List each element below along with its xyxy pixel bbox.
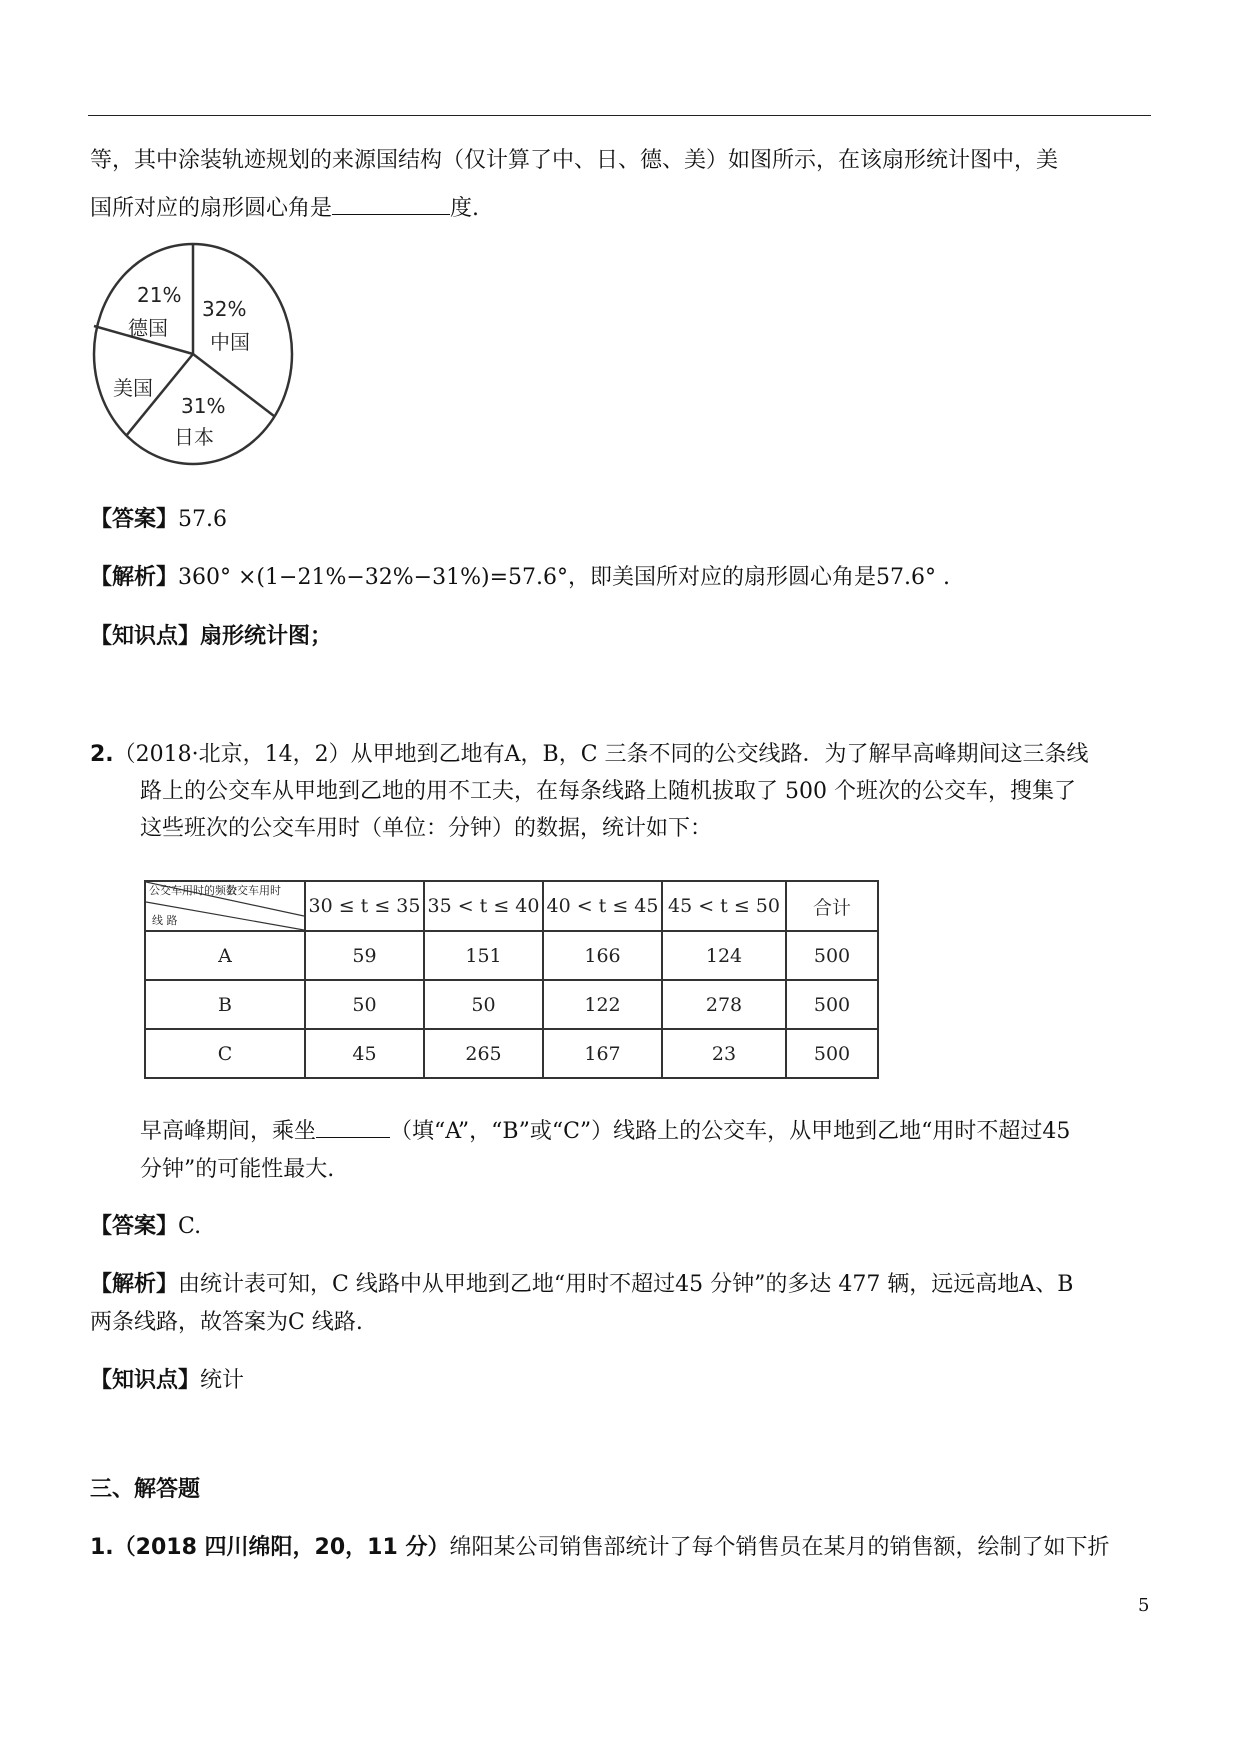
section3-q1-source: （2018 四川绵阳，20，11 分） <box>113 1535 450 1560</box>
corner-label-bottom: 线 路 <box>152 914 178 927</box>
q1-analysis <box>90 563 950 593</box>
table-cell: 23 <box>662 1029 786 1078</box>
q2-knowledge-label: 【知识点】 <box>90 1368 201 1393</box>
page-number: 5 <box>1138 1595 1150 1616</box>
table-corner-cell <box>145 881 305 931</box>
table-header-row <box>145 881 878 931</box>
q1-knowledge-text: 扇形统计图； <box>200 624 333 649</box>
q2-analysis-line2: 两条线路，故答案为C 线路. <box>90 1310 363 1335</box>
q1-knowledge <box>90 622 332 652</box>
q1-text-line2-b: 度. <box>450 196 480 221</box>
q2-prompt-b: （填“A”，“B”或“C”）线路上的公交车，从甲地到乙地“用时不超过45 <box>390 1119 1071 1144</box>
q1-analysis-label: 【解析】 <box>90 565 179 590</box>
table-header-cell: 合计 <box>786 881 878 931</box>
q2-knowledge-text: 统计 <box>200 1368 245 1393</box>
frequency-table <box>144 880 879 1079</box>
table-cell: 59 <box>305 931 424 980</box>
table-cell: 500 <box>786 980 878 1029</box>
q2-answer-blank <box>316 1115 390 1138</box>
q2-answer-value: C. <box>178 1214 202 1239</box>
table-cell: 122 <box>543 980 662 1029</box>
q2-line1 <box>90 740 1089 770</box>
q2-answer <box>90 1212 201 1242</box>
q1-answer <box>90 505 227 535</box>
table-cell: 278 <box>662 980 786 1029</box>
table-header-cell: 35 < t ≤ 40 <box>424 881 543 931</box>
pie-label-germany: 德国 <box>128 316 168 340</box>
q1-text-line2 <box>90 192 479 224</box>
q2-prompt-line2: 分钟”的可能性最大. <box>140 1157 335 1182</box>
section3-q1-text: 绵阳某公司销售部统计了每个销售员在某月的销售额，绘制了如下折 <box>449 1535 1110 1560</box>
table-cell: 500 <box>786 1029 878 1078</box>
q1-text-line2-a: 国所对应的扇形圆心角是 <box>90 196 333 221</box>
table-cell: 151 <box>424 931 543 980</box>
q1-answer-label: 【答案】 <box>90 507 179 532</box>
q2-line3: 这些班次的公交车用时（单位：分钟）的数据，统计如下： <box>140 816 713 841</box>
q2-prompt-a: 早高峰期间，乘坐 <box>140 1119 317 1144</box>
table-cell: 50 <box>305 980 424 1029</box>
table-row <box>145 931 878 980</box>
q2-number: 2. <box>90 742 114 767</box>
q2-line1-text: （2018·北京，14，2）从甲地到乙地有A，B，C 三条不同的公交线路．为了解早高峰期间这三条线 <box>113 742 1089 767</box>
section3-q1 <box>90 1533 1109 1563</box>
table-row <box>145 980 878 1029</box>
pie-label-japan: 日本 <box>174 425 214 449</box>
table-cell: 166 <box>543 931 662 980</box>
pie-label-china: 中国 <box>210 330 250 354</box>
table-cell: 45 <box>305 1029 424 1078</box>
q2-line2: 路上的公交车从甲地到乙地的用不工夫，在每条线路上随机拔取了 500 个班次的公交车，搜集了 <box>140 779 1076 804</box>
pie-label-japan-pct: 31% <box>181 394 226 418</box>
q2-analysis-text: 由统计表可知，C 线路中从甲地到乙地“用时不超过45 分钟”的多达 477 辆，远远高地A、B <box>178 1272 1074 1297</box>
pie-chart <box>88 240 298 470</box>
table-cell: 50 <box>424 980 543 1029</box>
q2-analysis-label: 【解析】 <box>90 1272 179 1297</box>
corner-label-mid: 公交车用时的频数 <box>149 884 237 897</box>
table-cell: 167 <box>543 1029 662 1078</box>
q2-knowledge <box>90 1366 244 1396</box>
table-route-cell: B <box>145 980 305 1029</box>
header-rule <box>88 115 1151 116</box>
table-header-cell: 40 < t ≤ 45 <box>543 881 662 931</box>
q1-answer-blank <box>332 192 450 215</box>
pie-label-germany-pct: 21% <box>137 283 182 307</box>
table-cell: 124 <box>662 931 786 980</box>
table-cell: 265 <box>424 1029 543 1078</box>
q2-answer-label: 【答案】 <box>90 1214 179 1239</box>
pie-label-usa: 美国 <box>113 376 153 400</box>
section3-q1-number: 1. <box>90 1535 114 1560</box>
table-row <box>145 1029 878 1078</box>
table-route-cell: A <box>145 931 305 980</box>
q1-analysis-text: 360° ×(1−21%−32%−31%)=57.6°，即美国所对应的扇形圆心角是57.6° . <box>178 565 950 590</box>
corner-label-top: 公交车用时 <box>226 884 281 897</box>
table-cell: 500 <box>786 931 878 980</box>
table-route-cell: C <box>145 1029 305 1078</box>
pie-label-china-pct: 32% <box>202 297 247 321</box>
table-header-cell: 45 < t ≤ 50 <box>662 881 786 931</box>
q2-prompt-line1 <box>140 1115 1070 1147</box>
q1-knowledge-label: 【知识点】 <box>90 624 201 649</box>
q1-answer-value: 57.6 <box>178 507 227 532</box>
q2-analysis-line1 <box>90 1270 1073 1300</box>
q1-text-line1: 等，其中涂装轨迹规划的来源国结构（仅计算了中、日、德、美）如图所示，在该扇形统计图中，美 <box>90 148 1059 173</box>
section3-title: 三、解答题 <box>90 1477 201 1502</box>
table-header-cell: 30 ≤ t ≤ 35 <box>305 881 424 931</box>
